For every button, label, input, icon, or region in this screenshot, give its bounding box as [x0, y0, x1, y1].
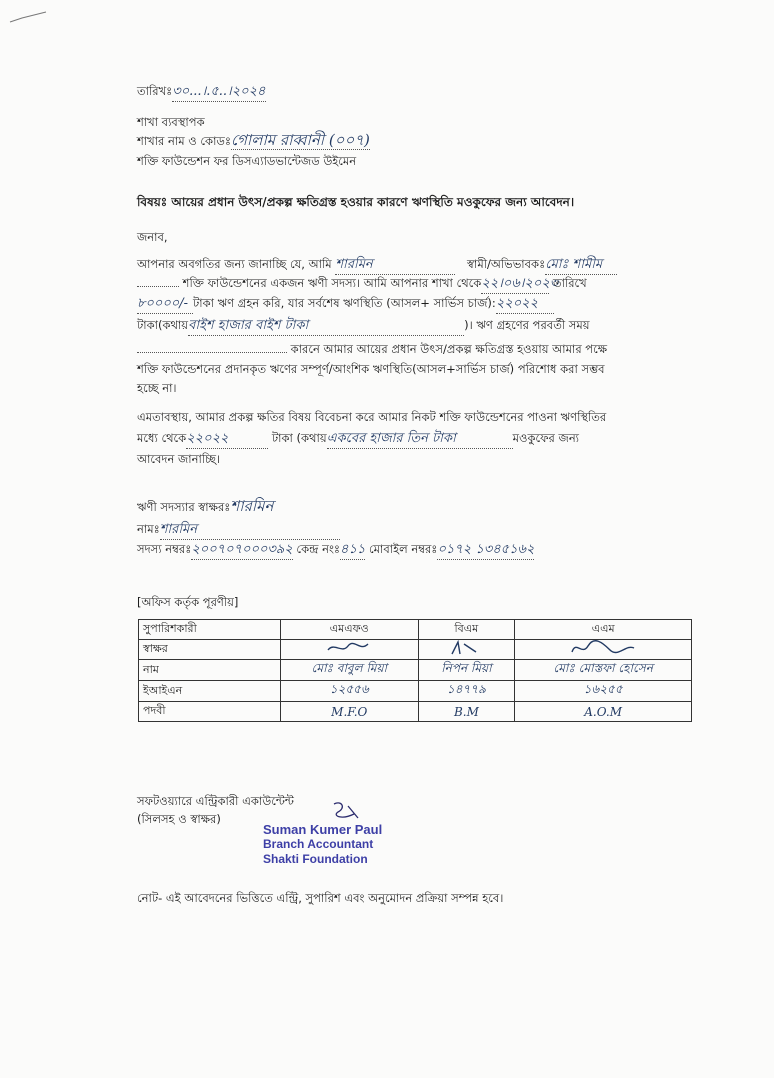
am-signature	[515, 640, 692, 660]
applicant-name-line	[137, 520, 340, 540]
note-line: নোট- এই আবেদনের ভিত্তিতে এন্ট্রি, সুপারিশ এবং অনুমোদন প্রক্রিয়া সম্পন্ন হবে।	[137, 891, 504, 905]
waiver-words-fill: একবের হাজার তিন টাকা	[327, 430, 513, 449]
para2-text: টাকা (কথায়	[271, 431, 327, 445]
para1-text: টাকা(কথায়	[137, 318, 189, 332]
member-number: ২০০৭০৭০০০৩৯২	[191, 541, 292, 560]
member-label: সদস্য নম্বরঃ	[137, 542, 192, 556]
stamp-name: Suman Kumer Paul	[263, 822, 383, 837]
table-row-label: নাম	[139, 660, 281, 681]
table-row-label: পদবী	[139, 702, 281, 722]
organization-line: শক্তি ফাউন্ডেশন ফর ডিসএ্যাডভান্টেজড উইমেন	[137, 154, 357, 168]
table-cell: M.F.O	[281, 702, 419, 722]
stamp-role: Branch Accountant	[263, 837, 374, 851]
date-label: তারিখঃ	[137, 84, 173, 98]
office-table	[138, 619, 692, 722]
para1-line7: হচ্ছে না।	[137, 381, 177, 395]
accountant-title: সফটওয়্যারে এন্ট্রিকারী একাউন্টেন্ট	[137, 794, 294, 808]
table-cell: A.O.M	[515, 702, 692, 722]
table-row-label: ইআইএন	[139, 681, 281, 702]
scan-mark	[8, 10, 50, 24]
para2-line3: আবেদন জানাচ্ছি।	[137, 452, 221, 466]
table-cell: মোঃ বাবুল মিয়া	[281, 660, 419, 681]
para1-line3	[137, 294, 554, 314]
table-row	[139, 681, 692, 702]
mobile-number: ০১৭২ ১৩৪৫১৬২	[437, 541, 534, 560]
para1-text: তারিখে	[552, 276, 587, 290]
loan-amount-fill: ৮০০০০/-	[137, 295, 193, 314]
para2-line2	[137, 429, 579, 449]
applicant-name-fill: শারমিন	[335, 256, 455, 275]
name-label: নামঃ	[137, 522, 160, 536]
table-cell: ১২৫৫৬	[281, 681, 419, 702]
para2-text: মওকুফের জন্য	[512, 431, 580, 445]
accountant-stamp	[263, 822, 382, 867]
para1-text: আপনার অবগতির জন্য জানাচ্ছি যে, আমি	[137, 257, 332, 271]
waiver-amount-fill: ২২০২২	[186, 430, 268, 449]
branch-line	[137, 131, 370, 150]
center-label: কেন্দ্র নংঃ	[296, 542, 341, 556]
table-cell: নিপন মিয়া	[418, 660, 515, 681]
table-header-cell: এমএফও	[281, 620, 419, 640]
para2-line1: এমতাবস্থায়, আমার প্রকল্প ক্ষতির বিষয় বিবেচনা করে আমার নিকট শক্তি ফাউন্ডেশনের পাওনা ঋণস্থিতির	[137, 410, 607, 424]
office-caption: [অফিস কর্তৃক পূরণীয়]	[137, 595, 239, 609]
para1-line1	[137, 255, 617, 275]
center-number: ৪১১	[340, 541, 365, 560]
para1-line5	[137, 340, 607, 358]
table-cell: ১৬২৫৫	[515, 681, 692, 702]
table-cell: B.M	[418, 702, 515, 722]
table-header-cell: এএম	[515, 620, 692, 640]
date-line	[137, 82, 266, 102]
mobile-label: মোবাইল নম্বরঃ	[369, 542, 438, 556]
para1-line6: শক্তি ফাউন্ডেশনের প্রদানকৃত ঋণের সম্পূর্ণ/আংশিক ঋণস্থিতি(আসল+সার্ভিস চার্জ) পরিশোধ করা সম্ভব	[137, 362, 605, 376]
table-row	[139, 660, 692, 681]
table-header-cell: সুপারিশকারী	[139, 620, 281, 640]
accountant-subtitle: (সিলসহ ও স্বাক্ষর)	[137, 812, 221, 826]
subject-line: বিষয়ঃ আয়ের প্রধান উৎস/প্রকল্প ক্ষতিগ্রস্ত হওয়ার কারণে ঋণস্থিতি মওকুফের জন্য আবেদন।	[137, 195, 575, 209]
bm-signature	[418, 640, 515, 660]
guardian-label: স্বামী/অভিভাবকঃ	[467, 257, 546, 271]
para1-text: টাকা ঋণ গ্রহন করি, যার সর্বশেষ ঋণস্থিতি (আসল+ সার্ভিস চার্জ):	[193, 296, 496, 310]
para1-line2	[137, 274, 587, 294]
table-header-cell: বিএম	[418, 620, 515, 640]
branch-label: শাখার নাম ও কোডঃ	[137, 134, 232, 148]
para1-text: শক্তি ফাউন্ডেশনের একজন ঋণী সদস্য। আমি আপনার শাখা থেকে	[182, 276, 482, 290]
branch-value: গোলাম রাব্বানী (০০৭)	[231, 131, 370, 149]
guardian-fill: মোঃ শামীম	[545, 256, 617, 275]
table-cell: মোঃ মোস্তফা হোসেন	[515, 660, 692, 681]
applicant-signature: শারমিন	[230, 497, 274, 515]
accountant-signature	[328, 800, 364, 822]
salutation: জনাব,	[137, 230, 168, 244]
member-info-line	[137, 540, 534, 560]
para1-text: কারনে আমার আয়ের প্রধান উৎস/প্রকল্প ক্ষতিগ্রস্ত হওয়ায় আমার পক্ষে	[290, 342, 608, 356]
table-row	[139, 702, 692, 722]
para2-text: মধ্যে থেকে	[137, 431, 187, 445]
balance-fill: ২২০২২	[496, 295, 554, 314]
addressee-line: শাখা ব্যবস্থাপক	[137, 115, 205, 129]
table-cell: ১৪৭৭৯	[418, 681, 515, 702]
para1-line4	[137, 316, 590, 336]
para1-text: )। ঋণ গ্রহণের পরবর্তী সময়	[464, 318, 590, 332]
mfo-signature	[281, 640, 419, 660]
table-header-row	[139, 620, 692, 640]
signature-label: ঋণী সদস্যার স্বাক্ষরঃ	[137, 500, 231, 514]
blank-fill	[137, 286, 179, 287]
balance-words-fill: বাইশ হাজার বাইশ টাকা	[188, 317, 464, 336]
table-row	[139, 640, 692, 660]
table-row-label: স্বাক্ষর	[139, 640, 281, 660]
applicant-signature-line	[137, 497, 273, 516]
loan-date-fill: ২২।০৬।২০২৩	[481, 275, 549, 294]
applicant-name: শারমিন	[160, 521, 340, 540]
date-value: ৩০...।.৫..।২০২৪	[172, 83, 265, 102]
blank-fill	[137, 352, 287, 353]
stamp-organization: Shakti Foundation	[263, 852, 368, 866]
